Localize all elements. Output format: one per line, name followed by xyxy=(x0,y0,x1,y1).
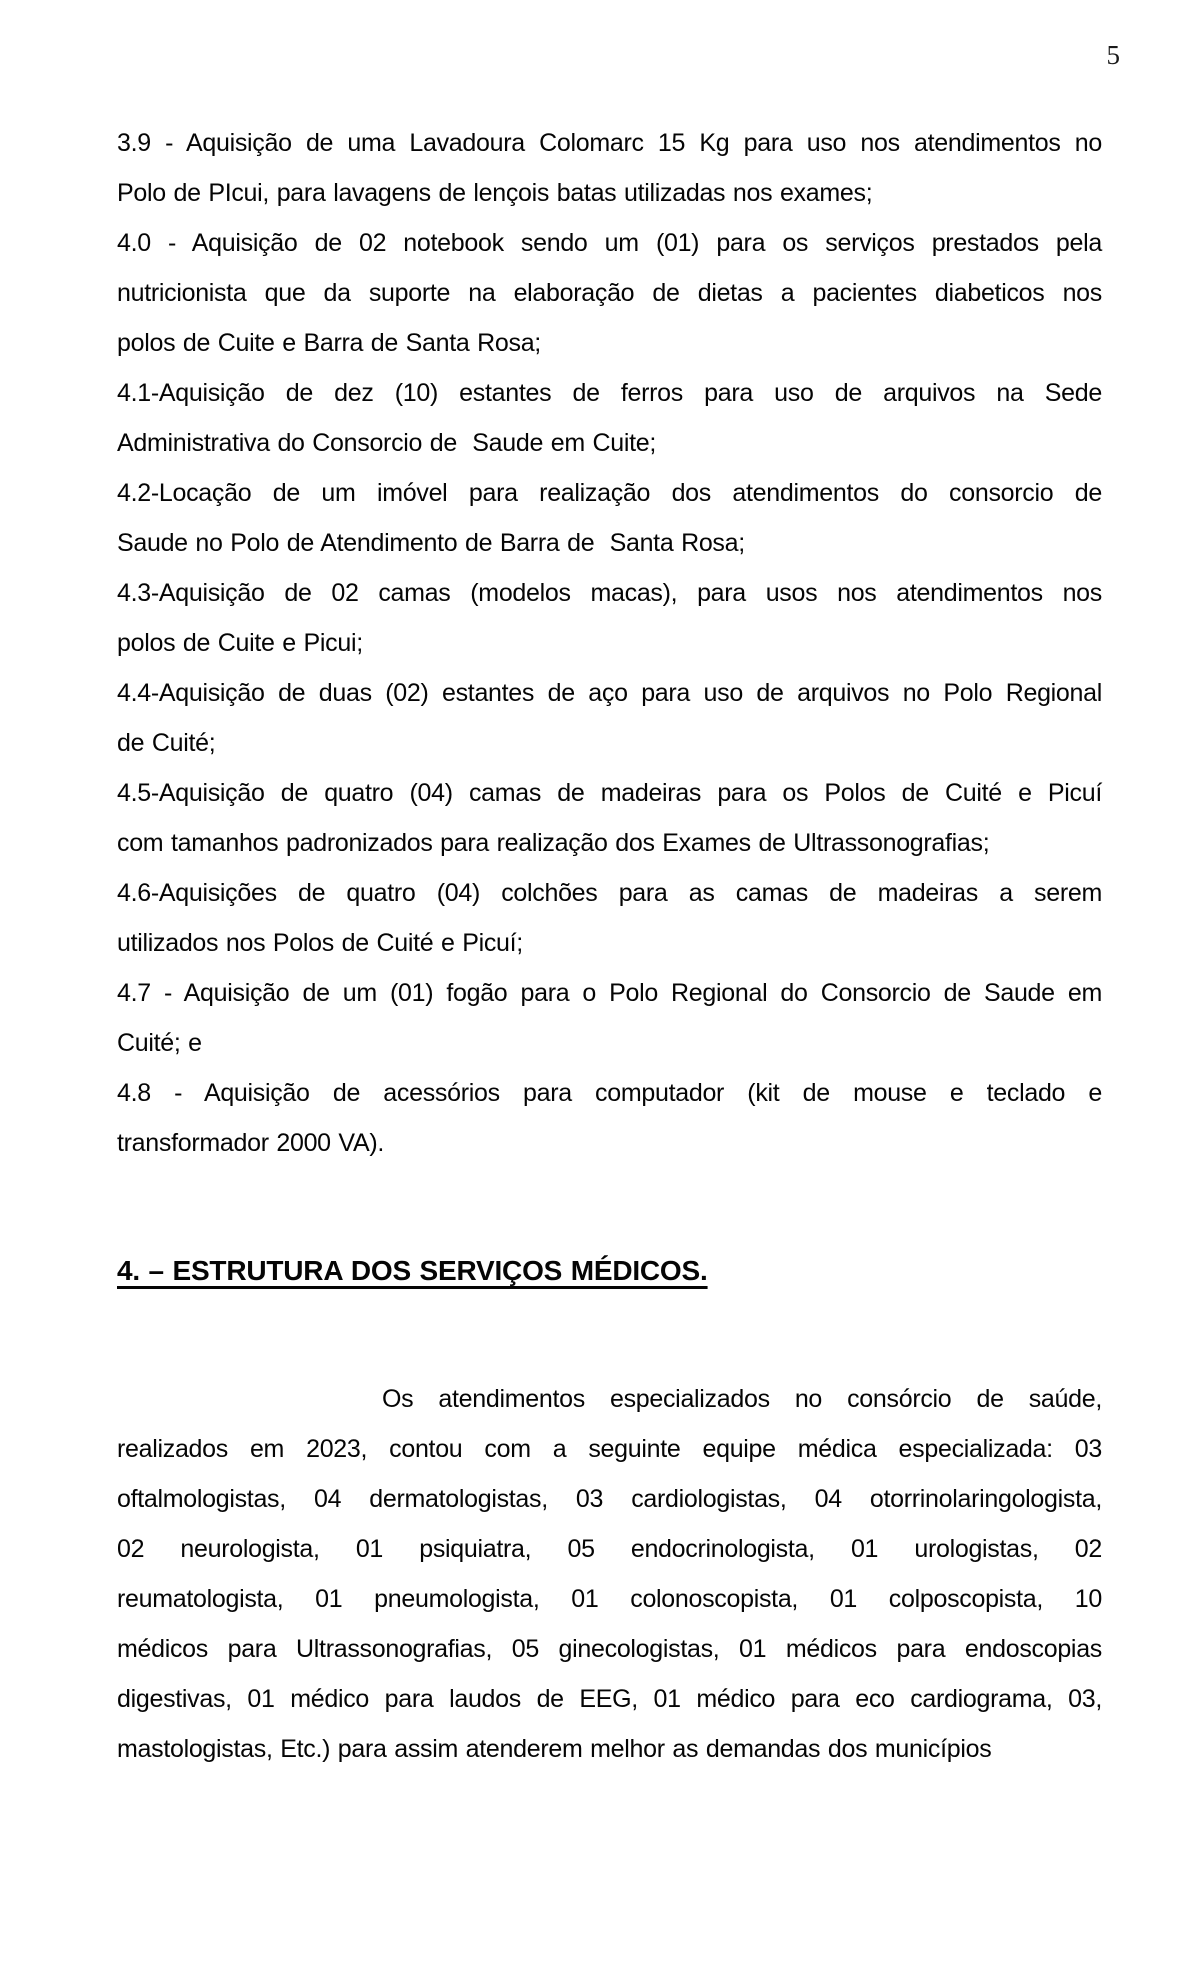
text-line: 3.9 - Aquisição de uma Lavadoura Colomarc 15 Kg para uso nos atendimentos no xyxy=(117,129,1102,157)
list-item-4-0 xyxy=(117,218,1102,368)
text-line: Administrativa do Consorcio de Saude em Cuite; xyxy=(117,429,657,457)
text-line: 4.2-Locação de um imóvel para realização dos atendimentos do consorcio de xyxy=(117,479,1102,507)
text-line: 4.0 - Aquisição de 02 notebook sendo um (01) para os serviços prestados pela xyxy=(117,229,1102,257)
list-item-3-9 xyxy=(117,118,1102,218)
text-line: nutricionista que da suporte na elaboração de dietas a pacientes diabeticos nos xyxy=(117,279,1102,307)
list-item-4-1 xyxy=(117,368,1102,468)
text-line: com tamanhos padronizados para realização dos Exames de Ultrassonografias; xyxy=(117,829,990,857)
text-line: utilizados nos Polos de Cuité e Picuí; xyxy=(117,929,523,957)
list-item-4-2 xyxy=(117,468,1102,568)
text-line: 4.1-Aquisição de dez (10) estantes de ferros para uso de arquivos na Sede xyxy=(117,379,1102,407)
text-line: mastologistas, Etc.) para assim atenderem melhor as demandas dos municípios xyxy=(117,1735,992,1763)
text-line: oftalmologistas, 04 dermatologistas, 03 cardiologistas, 04 otorrinolaringologista, xyxy=(117,1485,1102,1513)
text-line: realizados em 2023, contou com a seguinte equipe médica especializada: 03 xyxy=(117,1435,1102,1463)
closing-paragraph xyxy=(117,1374,1102,1774)
list-item-4-6 xyxy=(117,868,1102,968)
text-line: médicos para Ultrassonografias, 05 ginecologistas, 01 médicos para endoscopias xyxy=(117,1635,1102,1663)
list-item-4-3 xyxy=(117,568,1102,668)
list-item-4-4 xyxy=(117,668,1102,768)
document-body xyxy=(117,118,1102,1774)
text-line: 4.6-Aquisições de quatro (04) colchões para as camas de madeiras a serem xyxy=(117,879,1102,907)
text-line: Cuité; e xyxy=(117,1029,202,1057)
list-item-4-5 xyxy=(117,768,1102,868)
text-line: polos de Cuite e Picui; xyxy=(117,629,363,657)
text-line: Saude no Polo de Atendimento de Barra de Santa Rosa; xyxy=(117,529,745,557)
text-line: 4.7 - Aquisição de um (01) fogão para o Polo Regional do Consorcio de Saude em xyxy=(117,979,1102,1007)
text-line: 4.4-Aquisição de duas (02) estantes de aço para uso de arquivos no Polo Regional xyxy=(117,679,1102,707)
text-line: Os atendimentos especializados no consórcio de saúde, xyxy=(382,1385,1102,1413)
list-item-4-8 xyxy=(117,1068,1102,1168)
page-number: 5 xyxy=(1106,40,1120,70)
text-line: reumatologista, 01 pneumologista, 01 colonoscopista, 01 colposcopista, 10 xyxy=(117,1585,1102,1613)
text-line: 4.8 - Aquisição de acessórios para computador (kit de mouse e teclado e xyxy=(117,1079,1102,1107)
text-line: digestivas, 01 médico para laudos de EEG, 01 médico para eco cardiograma, 03, xyxy=(117,1685,1102,1713)
list-item-4-7 xyxy=(117,968,1102,1068)
text-line: transformador 2000 VA). xyxy=(117,1129,384,1157)
text-line: 4.3-Aquisição de 02 camas (modelos macas), para usos nos atendimentos nos xyxy=(117,579,1102,607)
section-heading xyxy=(117,1246,1102,1296)
text-line: 02 neurologista, 01 psiquiatra, 05 endocrinologista, 01 urologistas, 02 xyxy=(117,1535,1102,1563)
text-line: de Cuité; xyxy=(117,729,216,757)
text-line: polos de Cuite e Barra de Santa Rosa; xyxy=(117,329,541,357)
text-line: Polo de PIcui, para lavagens de lençois batas utilizadas nos exames; xyxy=(117,179,873,207)
section-heading-text: 4. – ESTRUTURA DOS SERVIÇOS MÉDICOS. xyxy=(117,1255,708,1286)
text-line: 4.5-Aquisição de quatro (04) camas de madeiras para os Polos de Cuité e Picuí xyxy=(117,779,1102,807)
